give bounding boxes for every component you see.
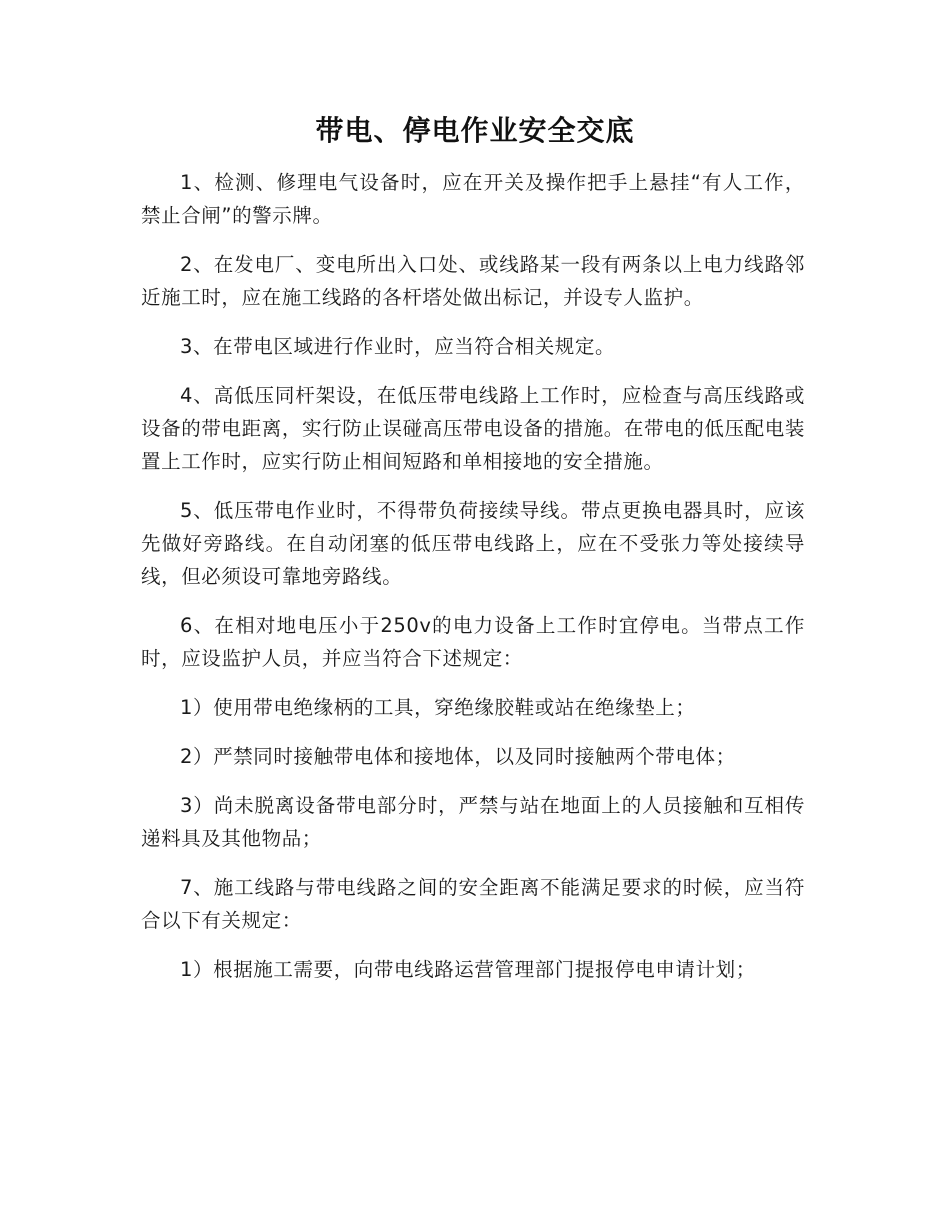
paragraph-6-item-3: 3）尚未脱离设备带电部分时，严禁与站在地面上的人员接触和互相传递料具及其他物品； bbox=[141, 794, 805, 850]
paragraph-5: 5、低压带电作业时，不得带负荷接续导线。带点更换电器具时，应该先做好旁路线。在自动闭塞的低压带电线路上，应在不受张力等处接续导线，但必须设可靠地旁路线。 bbox=[141, 499, 805, 588]
paragraph-7-item-1: 1）根据施工需要，向带电线路运营管理部门提报停电申请计划； bbox=[180, 958, 756, 981]
paragraph-7: 7、施工线路与带电线路之间的安全距离不能满足要求的时候，应当符合以下有关规定： bbox=[141, 876, 805, 932]
paragraph-3: 3、在带电区域进行作业时，应当符合相关规定。 bbox=[180, 335, 616, 358]
document-body bbox=[141, 166, 805, 1002]
paragraph-1: 1、检测、修理电气设备时，应在开关及操作把手上悬挂“有人工作，禁止合闸”的警示牌。 bbox=[141, 171, 805, 227]
document-title: 带电、停电作业安全交底 bbox=[315, 114, 635, 147]
paragraph-6-item-2: 2）严禁同时接触带电体和接地体，以及同时接触两个带电体； bbox=[180, 745, 736, 768]
paragraph-6: 6、在相对地电压小于250v的电力设备上工作时宜停电。当带点工作时，应设监护人员，并应当符合下述规定： bbox=[141, 614, 805, 670]
paragraph-6-item-1: 1）使用带电绝缘柄的工具，穿绝缘胶鞋或站在绝缘垫上； bbox=[180, 696, 696, 719]
paragraph-2: 2、在发电厂、变电所出入口处、或线路某一段有两条以上电力线路邻近施工时，应在施工线路的各杆塔处做出标记，并设专人监护。 bbox=[141, 253, 805, 309]
paragraph-4: 4、高低压同杆架设，在低压带电线路上工作时，应检查与高压线路或设备的带电距离，实行防止误碰高压带电设备的措施。在带电的低压配电装置上工作时，应实行防止相间短路和单相接地的安全措施。 bbox=[141, 384, 805, 473]
